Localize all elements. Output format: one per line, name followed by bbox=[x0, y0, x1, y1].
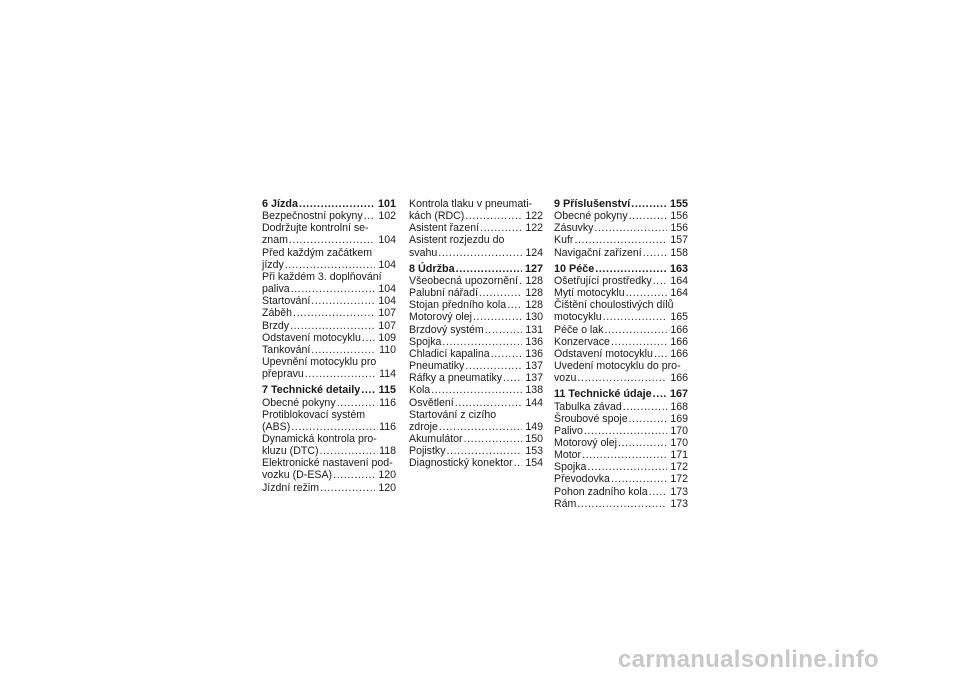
dot-leader bbox=[643, 247, 668, 259]
toc-entry[interactable] bbox=[409, 275, 543, 287]
toc-entry[interactable] bbox=[262, 469, 396, 481]
toc-entry-label: Záběh bbox=[262, 307, 293, 320]
dot-leader bbox=[485, 324, 523, 336]
page-number: 114 bbox=[379, 368, 396, 381]
page-number: 155 bbox=[669, 198, 688, 210]
page-number: 164 bbox=[670, 287, 688, 300]
toc-section-heading[interactable] bbox=[262, 384, 396, 396]
toc-column-3 bbox=[554, 198, 688, 510]
dot-leader bbox=[653, 388, 667, 400]
page-number: 115 bbox=[378, 384, 396, 397]
dot-leader bbox=[649, 486, 668, 498]
dot-leader bbox=[577, 498, 667, 510]
dot-leader bbox=[290, 320, 375, 332]
page-number: 163 bbox=[669, 262, 688, 275]
toc-entry[interactable] bbox=[554, 311, 688, 323]
dot-leader bbox=[455, 397, 523, 409]
dot-leader bbox=[362, 332, 375, 344]
dot-leader bbox=[603, 311, 668, 323]
toc-entry-label: Palivo bbox=[554, 424, 583, 437]
toc-entry[interactable] bbox=[554, 425, 688, 437]
dot-leader bbox=[285, 259, 376, 271]
dot-leader bbox=[456, 263, 522, 275]
page-number: 124 bbox=[525, 246, 543, 259]
watermark: carmanualsonline.info bbox=[618, 646, 880, 673]
toc-entry-label: Rám bbox=[554, 497, 577, 510]
dot-leader bbox=[479, 287, 522, 299]
dot-leader bbox=[438, 247, 522, 259]
toc-entry[interactable] bbox=[409, 372, 543, 384]
toc-entry-label: Ráfky a pneumatiky bbox=[409, 372, 503, 385]
page-number: 130 bbox=[525, 311, 543, 324]
page-number: 131 bbox=[525, 323, 543, 336]
toc-entry-label: znam bbox=[262, 234, 288, 247]
dot-leader bbox=[299, 198, 375, 210]
toc-entry-label: Protiblokovací systém bbox=[262, 408, 366, 421]
toc-entry[interactable] bbox=[409, 210, 543, 222]
toc-entry-label: Tankování bbox=[262, 343, 311, 356]
dot-leader bbox=[514, 457, 523, 469]
toc-entry[interactable] bbox=[409, 299, 543, 311]
dot-leader bbox=[442, 336, 522, 348]
dot-leader bbox=[631, 198, 667, 210]
toc-entry[interactable] bbox=[262, 295, 396, 307]
toc-entry-label: Chladicí kapalina bbox=[409, 347, 490, 360]
toc-entry[interactable] bbox=[554, 486, 688, 498]
toc-entry[interactable] bbox=[554, 401, 688, 413]
toc-entry-label: Kufr bbox=[554, 234, 574, 247]
toc-entry-label: Před každým začátkem bbox=[262, 246, 373, 259]
toc-entry[interactable] bbox=[554, 498, 688, 510]
page-number: 128 bbox=[525, 287, 543, 300]
toc-entry[interactable] bbox=[554, 210, 688, 222]
toc-entry-label: Motorový olej bbox=[554, 436, 617, 449]
dot-leader bbox=[653, 275, 668, 287]
toc-entry[interactable] bbox=[262, 307, 396, 319]
dot-leader bbox=[320, 482, 375, 494]
dot-leader bbox=[439, 421, 522, 433]
toc-entry-label: Pohon zadního kola bbox=[554, 485, 648, 498]
toc-entry-label: Odstavení motocyklu bbox=[262, 331, 361, 344]
toc-entry-label: Uvedení motocyklu do pro- bbox=[554, 360, 681, 373]
section-title: 10 Péče bbox=[554, 262, 595, 275]
dot-leader bbox=[337, 397, 376, 409]
page-number: 154 bbox=[525, 457, 543, 470]
dot-leader bbox=[582, 449, 667, 461]
dot-leader bbox=[584, 425, 667, 437]
page-number: 101 bbox=[377, 198, 396, 210]
dot-leader bbox=[654, 348, 667, 360]
dot-leader bbox=[465, 360, 522, 372]
page-number: 164 bbox=[670, 274, 688, 287]
toc-entry-label: (ABS) bbox=[262, 420, 291, 433]
toc-entry-label: Pneumatiky bbox=[409, 360, 465, 373]
toc-entry-label: Brzdy bbox=[262, 319, 290, 332]
toc-entry-label: Péče o lak bbox=[554, 323, 604, 336]
toc-entry-label: vozku (D-ESA) bbox=[262, 469, 333, 482]
toc-entry-label: Elektronické nastavení pod- bbox=[262, 457, 393, 470]
dot-leader bbox=[611, 473, 667, 485]
toc-entry-label: Jízdní režim bbox=[262, 481, 320, 494]
page-number: 166 bbox=[670, 372, 688, 385]
toc-entry[interactable] bbox=[554, 413, 688, 425]
page-number: 120 bbox=[378, 469, 396, 482]
toc-entry-label: Čištění choulostivých dílů bbox=[554, 299, 674, 312]
page-number: 166 bbox=[670, 323, 688, 336]
dot-leader bbox=[333, 469, 375, 481]
dot-leader bbox=[305, 368, 376, 380]
toc-entry[interactable] bbox=[554, 222, 688, 234]
dot-leader bbox=[291, 421, 376, 433]
dot-leader bbox=[447, 445, 523, 457]
page-number: 110 bbox=[379, 343, 396, 356]
toc-entry-label: Obecné pokyny bbox=[262, 396, 336, 409]
dot-leader bbox=[618, 437, 667, 449]
toc-entry-label: svahu bbox=[409, 246, 438, 259]
dot-leader bbox=[626, 287, 668, 299]
page-number: 128 bbox=[525, 299, 543, 312]
toc-entry[interactable] bbox=[554, 324, 688, 336]
page-number: 150 bbox=[525, 432, 543, 445]
toc-entry[interactable] bbox=[262, 320, 396, 332]
section-title: 8 Údržba bbox=[409, 262, 455, 275]
toc-entry-label: Osvětlení bbox=[409, 396, 454, 409]
dot-leader bbox=[289, 234, 375, 246]
toc-section-heading[interactable] bbox=[554, 263, 688, 275]
toc-entry-label: zdroje bbox=[409, 420, 438, 433]
toc-column-2 bbox=[409, 198, 543, 469]
page-number: 120 bbox=[378, 481, 396, 494]
toc-entry[interactable] bbox=[554, 247, 688, 259]
dot-leader bbox=[507, 299, 522, 311]
toc-entry[interactable] bbox=[262, 259, 396, 271]
toc-entry[interactable] bbox=[554, 336, 688, 348]
dot-leader bbox=[595, 263, 667, 275]
page-number: 173 bbox=[670, 485, 688, 498]
page-number: 137 bbox=[525, 372, 543, 385]
toc-entry[interactable] bbox=[409, 287, 543, 299]
page-number: 166 bbox=[670, 347, 688, 360]
page-number: 102 bbox=[378, 210, 396, 223]
toc-entry-label: Zásuvky bbox=[554, 222, 594, 235]
dot-leader bbox=[577, 372, 667, 384]
toc-entry[interactable] bbox=[262, 283, 396, 295]
toc-entry[interactable] bbox=[409, 247, 543, 259]
page-number: 116 bbox=[379, 396, 396, 409]
toc-entry[interactable] bbox=[262, 421, 396, 433]
page-number: 156 bbox=[670, 210, 688, 223]
page-number: 156 bbox=[670, 222, 688, 235]
toc-entry-label: Motor bbox=[554, 449, 582, 462]
page-number: 172 bbox=[670, 461, 688, 474]
toc-section-heading[interactable] bbox=[409, 263, 543, 275]
toc-entry[interactable] bbox=[262, 368, 396, 380]
toc-entry-label: Pojistky bbox=[409, 445, 446, 458]
toc-entry-label: Brzdový systém bbox=[409, 323, 484, 336]
dot-leader bbox=[361, 384, 375, 396]
toc-entry[interactable] bbox=[409, 336, 543, 348]
dot-leader bbox=[623, 401, 668, 413]
toc-entry-label: Spojka bbox=[554, 461, 587, 474]
page-number: 136 bbox=[525, 347, 543, 360]
page-number: 116 bbox=[379, 420, 396, 433]
toc-entry[interactable] bbox=[409, 457, 543, 469]
toc-entry-label: Odstavení motocyklu bbox=[554, 347, 653, 360]
page-number: 104 bbox=[378, 258, 396, 271]
toc-entry-label: Tabulka závad bbox=[554, 400, 622, 413]
dot-leader bbox=[293, 307, 375, 319]
dot-leader bbox=[311, 295, 375, 307]
page-number: 158 bbox=[670, 246, 688, 259]
toc-entry-label: Šroubové spoje bbox=[554, 412, 628, 425]
page-number: 122 bbox=[525, 222, 543, 235]
toc-entry-label: vozu bbox=[554, 372, 577, 385]
dot-leader bbox=[480, 222, 522, 234]
page-number: 137 bbox=[525, 360, 543, 373]
page-number: 138 bbox=[525, 384, 543, 397]
dot-leader bbox=[465, 210, 522, 222]
page-number: 109 bbox=[378, 331, 396, 344]
toc-entry-label: kách (RDC) bbox=[409, 210, 465, 223]
page-number: 144 bbox=[525, 396, 543, 409]
toc-entry[interactable] bbox=[409, 360, 543, 372]
toc-entry-label: Diagnostický konektor bbox=[409, 457, 513, 470]
dot-leader bbox=[629, 210, 668, 222]
toc-entry-label: Mytí motocyklu bbox=[554, 287, 625, 300]
page-number: 118 bbox=[379, 445, 396, 458]
page-number: 122 bbox=[525, 210, 543, 223]
page-number: 173 bbox=[670, 497, 688, 510]
toc-entry-label: Palubní nářadí bbox=[409, 287, 478, 300]
dot-leader bbox=[291, 283, 376, 295]
page-number: 170 bbox=[670, 424, 688, 437]
page-number: 169 bbox=[670, 412, 688, 425]
section-title: 11 Technické údaje bbox=[554, 388, 652, 401]
dot-leader bbox=[604, 324, 667, 336]
toc-entry-label: motocyklu bbox=[554, 311, 602, 324]
toc-entry-label: Asistent řazení bbox=[409, 222, 480, 235]
toc-section-heading[interactable] bbox=[554, 388, 688, 400]
toc-entry-label: jízdy bbox=[262, 258, 284, 271]
toc-entry-label: Konzervace bbox=[554, 335, 610, 348]
toc-entry[interactable] bbox=[554, 437, 688, 449]
dot-leader bbox=[464, 433, 523, 445]
toc-entry-label: Asistent rozjezdu do bbox=[409, 234, 505, 247]
toc-entry-label: Spojka bbox=[409, 335, 442, 348]
toc-entry-label: Převodovka bbox=[554, 473, 610, 486]
toc-entry[interactable] bbox=[262, 397, 396, 409]
toc-entry[interactable] bbox=[262, 234, 396, 246]
page-number: 167 bbox=[669, 388, 688, 401]
toc-entry[interactable] bbox=[554, 473, 688, 485]
dot-leader bbox=[311, 344, 376, 356]
toc-entry-label: Bezpečnostní pokyny bbox=[262, 210, 363, 223]
section-title: 6 Jízda bbox=[262, 198, 299, 210]
toc-entry[interactable] bbox=[262, 332, 396, 344]
toc-entry-label: Obecné pokyny bbox=[554, 210, 628, 223]
page-number: 170 bbox=[670, 436, 688, 449]
page-number: 171 bbox=[670, 449, 688, 462]
toc-entry-label: Ošetřující prostředky bbox=[554, 274, 652, 287]
dot-leader bbox=[320, 445, 377, 457]
toc-entry[interactable] bbox=[554, 234, 688, 246]
toc-entry-label: Všeobecná upozornění bbox=[409, 274, 518, 287]
page-number: 107 bbox=[378, 307, 396, 320]
page-number: 153 bbox=[525, 445, 543, 458]
toc-entry-label: Upevnění motocyklu pro bbox=[262, 356, 377, 369]
dot-leader bbox=[431, 384, 522, 396]
dot-leader bbox=[611, 336, 667, 348]
toc-entry-label: přepravu bbox=[262, 368, 304, 381]
toc-entry-label: Motorový olej bbox=[409, 311, 472, 324]
toc-entry[interactable] bbox=[554, 461, 688, 473]
page-number: 166 bbox=[670, 335, 688, 348]
toc-entry-label: Navigační zařízení bbox=[554, 246, 642, 259]
section-title: 7 Technické detaily bbox=[262, 384, 361, 397]
page-number: 149 bbox=[525, 420, 543, 433]
page-number: 165 bbox=[670, 311, 688, 324]
section-title: 9 Příslušenství bbox=[554, 198, 631, 210]
page-number: 104 bbox=[378, 295, 396, 308]
toc-entry[interactable] bbox=[554, 287, 688, 299]
page-number: 172 bbox=[670, 473, 688, 486]
dot-leader bbox=[594, 222, 667, 234]
toc-entry[interactable] bbox=[409, 222, 543, 234]
toc-entry-label: Kontrola tlaku v pneumati- bbox=[409, 198, 533, 210]
toc-entry[interactable] bbox=[554, 348, 688, 360]
toc-entry-label: Kola bbox=[409, 384, 431, 397]
toc-entry-label: Při každém 3. doplňování bbox=[262, 270, 382, 283]
dot-leader bbox=[491, 348, 523, 360]
toc-entry[interactable] bbox=[409, 397, 543, 409]
page-number: 107 bbox=[378, 319, 396, 332]
page-number: 104 bbox=[378, 283, 396, 296]
page-number: 168 bbox=[670, 400, 688, 413]
toc-entry[interactable] bbox=[409, 311, 543, 323]
toc-entry-label: Dynamická kontrola pro- bbox=[262, 432, 377, 445]
toc-entry[interactable] bbox=[262, 344, 396, 356]
toc-entry[interactable] bbox=[554, 275, 688, 287]
dot-leader bbox=[629, 413, 668, 425]
toc-entry[interactable] bbox=[409, 384, 543, 396]
toc-entry-label: Startování z cizího bbox=[409, 408, 497, 421]
toc-entry[interactable] bbox=[262, 482, 396, 494]
page-number: 157 bbox=[670, 234, 688, 247]
dot-leader bbox=[473, 311, 522, 323]
toc-entry[interactable] bbox=[554, 449, 688, 461]
toc-entry[interactable] bbox=[409, 324, 543, 336]
toc-section-heading[interactable] bbox=[554, 198, 688, 210]
toc-entry[interactable] bbox=[409, 348, 543, 360]
toc-entry[interactable] bbox=[262, 445, 396, 457]
dot-leader bbox=[364, 210, 376, 222]
toc-entry-label: paliva bbox=[262, 283, 290, 296]
toc-entry-label: Akumulátor bbox=[409, 432, 463, 445]
toc-entry[interactable] bbox=[409, 433, 543, 445]
toc-section-heading[interactable] bbox=[262, 198, 396, 210]
toc-entry-label: Stojan předního kola bbox=[409, 299, 507, 312]
toc-entry-label: Dodržujte kontrolní se- bbox=[262, 222, 369, 235]
page-number: 104 bbox=[378, 234, 396, 247]
toc-column-1 bbox=[262, 198, 396, 494]
toc-entry[interactable] bbox=[409, 445, 543, 457]
page-number: 136 bbox=[525, 335, 543, 348]
page-number: 127 bbox=[524, 262, 543, 275]
toc-entry[interactable] bbox=[409, 421, 543, 433]
toc-entry[interactable] bbox=[554, 372, 688, 384]
dot-leader bbox=[587, 461, 667, 473]
page-number: 128 bbox=[525, 274, 543, 287]
toc-entry[interactable] bbox=[262, 210, 396, 222]
toc-entry-label: Startování bbox=[262, 295, 311, 308]
toc-entry-label: kluzu (DTC) bbox=[262, 445, 319, 458]
dot-leader bbox=[574, 234, 667, 246]
dot-leader bbox=[519, 275, 522, 287]
dot-leader bbox=[503, 372, 522, 384]
